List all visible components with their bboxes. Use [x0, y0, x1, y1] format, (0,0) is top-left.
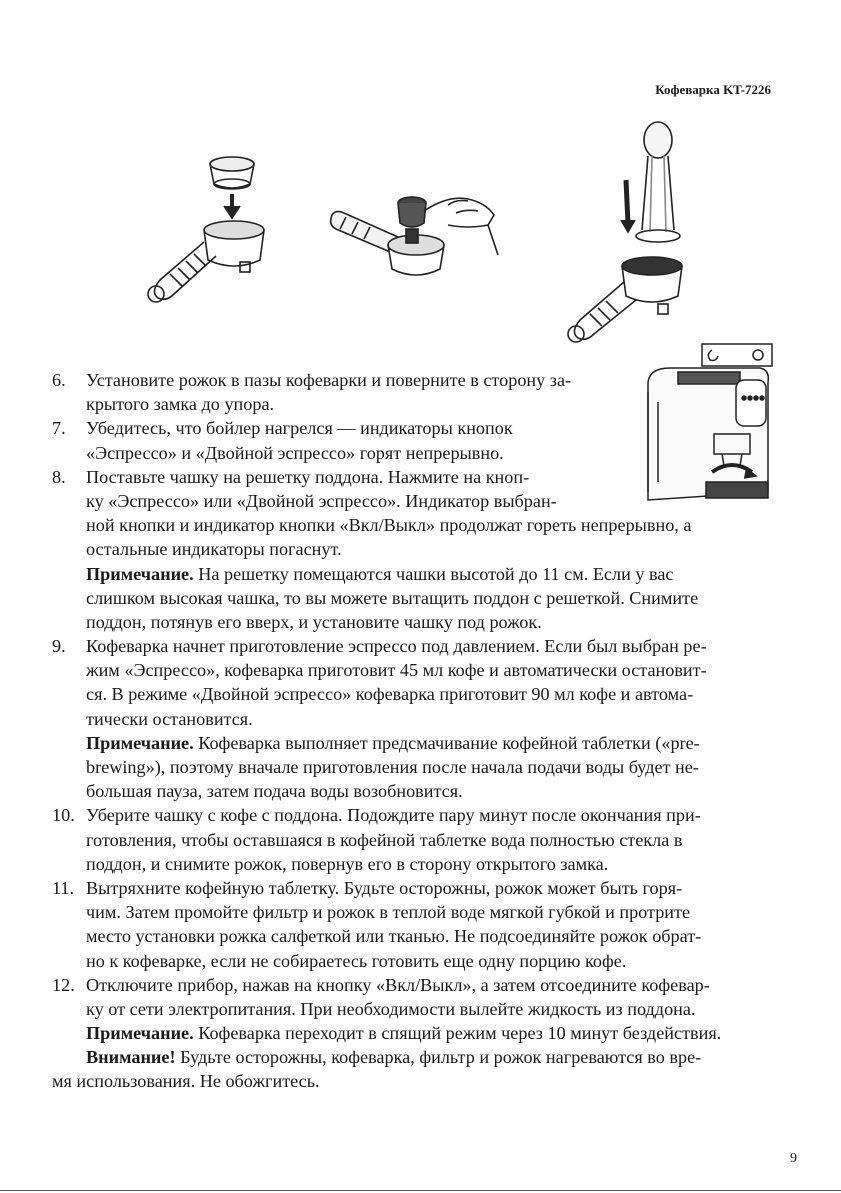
- step-text: но к кофеварке, если не собираетесь готовить еще одну порцию кофе.: [86, 950, 627, 971]
- step-line: [52, 392, 774, 416]
- step-line: [52, 537, 774, 561]
- warning-text: мя использования. Не обожгитесь.: [52, 1071, 320, 1092]
- step-line: [52, 852, 774, 876]
- step-text: Убедитесь, что бойлер нагрелся — индикаторы кнопок: [86, 418, 513, 439]
- step-text: чим. Затем промойте фильтр и рожок в теплой воде мягкой губкой и протрите: [86, 902, 691, 923]
- note-line: [52, 610, 774, 634]
- step-text: «Эспрессо» и «Двойной эспрессо» горят непрерывно.: [86, 442, 504, 463]
- note-line: [52, 562, 774, 586]
- filter-insert-illustration: [140, 150, 280, 310]
- note-text: большая пауза, затем подача воды возобновится.: [86, 781, 463, 802]
- step-line: [52, 707, 774, 731]
- note-text: Кофеварка переходит в спящий режим через 10 минут бездействия.: [198, 1023, 722, 1044]
- step-text: ной кнопки и индикатор кнопки «Вкл/Выкл» продолжат гореть непрерывно, а: [86, 515, 692, 536]
- step-line: [52, 803, 774, 827]
- note-line: [52, 731, 774, 755]
- note-text: слишком высокая чашка, то вы можете вытащить поддон с решеткой. Снимите: [86, 587, 699, 608]
- step-number: 11.: [52, 877, 75, 898]
- step-text: ку от сети электропитания. При необходимости вылейте жидкость из поддона.: [86, 998, 696, 1019]
- step-line: [52, 513, 774, 537]
- note-text: На решетку помещаются чашки высотой до 11 см. Если у вас: [198, 563, 674, 584]
- note-line: [52, 755, 774, 779]
- tamper-portafilter-illustration: [560, 120, 700, 350]
- step-text: Отключите прибор, нажав на кнопку «Вкл/Выкл», а затем отсоедините кофевар-: [86, 974, 710, 995]
- bottom-rule: [0, 1190, 841, 1191]
- step-line: [52, 900, 774, 924]
- step-text: готовления, чтобы оставшаяся в кофейной таблетке вода полностью стекла в: [86, 829, 683, 850]
- warning-label: Внимание!: [86, 1047, 176, 1068]
- warning-line: [52, 1045, 774, 1069]
- step-line: [52, 416, 774, 440]
- step-number: 6.: [52, 370, 66, 390]
- note-line: [52, 1021, 774, 1045]
- step-text: Вытряхните кофейную таблетку. Будьте осторожны, рожок может быть горя-: [86, 877, 683, 898]
- step-line: [52, 997, 774, 1021]
- instruction-steps: [52, 368, 774, 1094]
- step-text: Поставьте чашку на решетку поддона. Нажмите на кноп-: [86, 466, 530, 487]
- step-text: поддон, и снимите рожок, повернув его в сторону открытого замка.: [86, 853, 609, 874]
- page-number: 9: [790, 1151, 797, 1166]
- step-line: [52, 441, 774, 465]
- step-number: 9.: [52, 636, 66, 657]
- step-text: ся. В режиме «Двойной эспрессо» кофеварка приготовит 90 мл кофе и автома-: [86, 684, 694, 705]
- note-label: Примечание.: [86, 1023, 194, 1044]
- note-label: Примечание.: [86, 563, 194, 584]
- warning-text: Будьте осторожны, кофеварка, фильтр и рожок нагреваются во вре-: [180, 1047, 702, 1068]
- step-text: Кофеварка начнет приготовление эспрессо под давлением. Если был выбран ре-: [86, 636, 707, 657]
- note-line: [52, 586, 774, 610]
- note-text: поддон, потянув его вверх, и установите чашку под рожок.: [86, 611, 542, 632]
- step-line: [52, 949, 774, 973]
- step-line: [52, 489, 774, 513]
- step-text: место установки рожка салфеткой или тканью. Не подсоединяйте рожок обрат-: [86, 926, 702, 947]
- step-line: [52, 682, 774, 706]
- note-label: Примечание.: [86, 732, 194, 753]
- step-line: [52, 924, 774, 948]
- step-text: Уберите чашку с кофе с поддона. Подождите пару минут после окончания при-: [86, 805, 701, 826]
- step-line: [52, 634, 774, 658]
- step-line: [52, 465, 774, 489]
- note-text: Кофеварка выполняет предсмачивание кофейной таблетки («pre-: [198, 732, 700, 753]
- step-line: [52, 368, 774, 392]
- step-number: 8.: [52, 466, 66, 487]
- step-text: тически остановится.: [86, 708, 253, 729]
- step-number: 12.: [52, 974, 75, 995]
- step-line: [52, 973, 774, 997]
- tamping-illustration: [328, 185, 508, 290]
- step-line: [52, 876, 774, 900]
- step-text: жим «Эспрессо», кофеварка приготовит 45 мл кофе и автоматически остановит-: [86, 660, 707, 681]
- header-title: Кофеварка KT-7226: [655, 82, 771, 97]
- step-text: остальные индикаторы погаснут.: [86, 539, 342, 560]
- step-text: Установите рожок в пазы кофеварки и поверните в сторону за-: [86, 370, 572, 390]
- step-line: [52, 828, 774, 852]
- step-number: 7.: [52, 418, 66, 439]
- step-line: [52, 658, 774, 682]
- step-text: ку «Эспрессо» или «Двойной эспрессо». Индикатор выбран-: [86, 490, 557, 511]
- note-line: [52, 779, 774, 803]
- step-number: 10.: [52, 805, 75, 826]
- note-text: brewing»), поэтому вначале приготовления после начала подачи воды будет не-: [86, 757, 699, 777]
- step-text: крытого замка до упора.: [86, 394, 275, 415]
- warning-line: [52, 1069, 774, 1093]
